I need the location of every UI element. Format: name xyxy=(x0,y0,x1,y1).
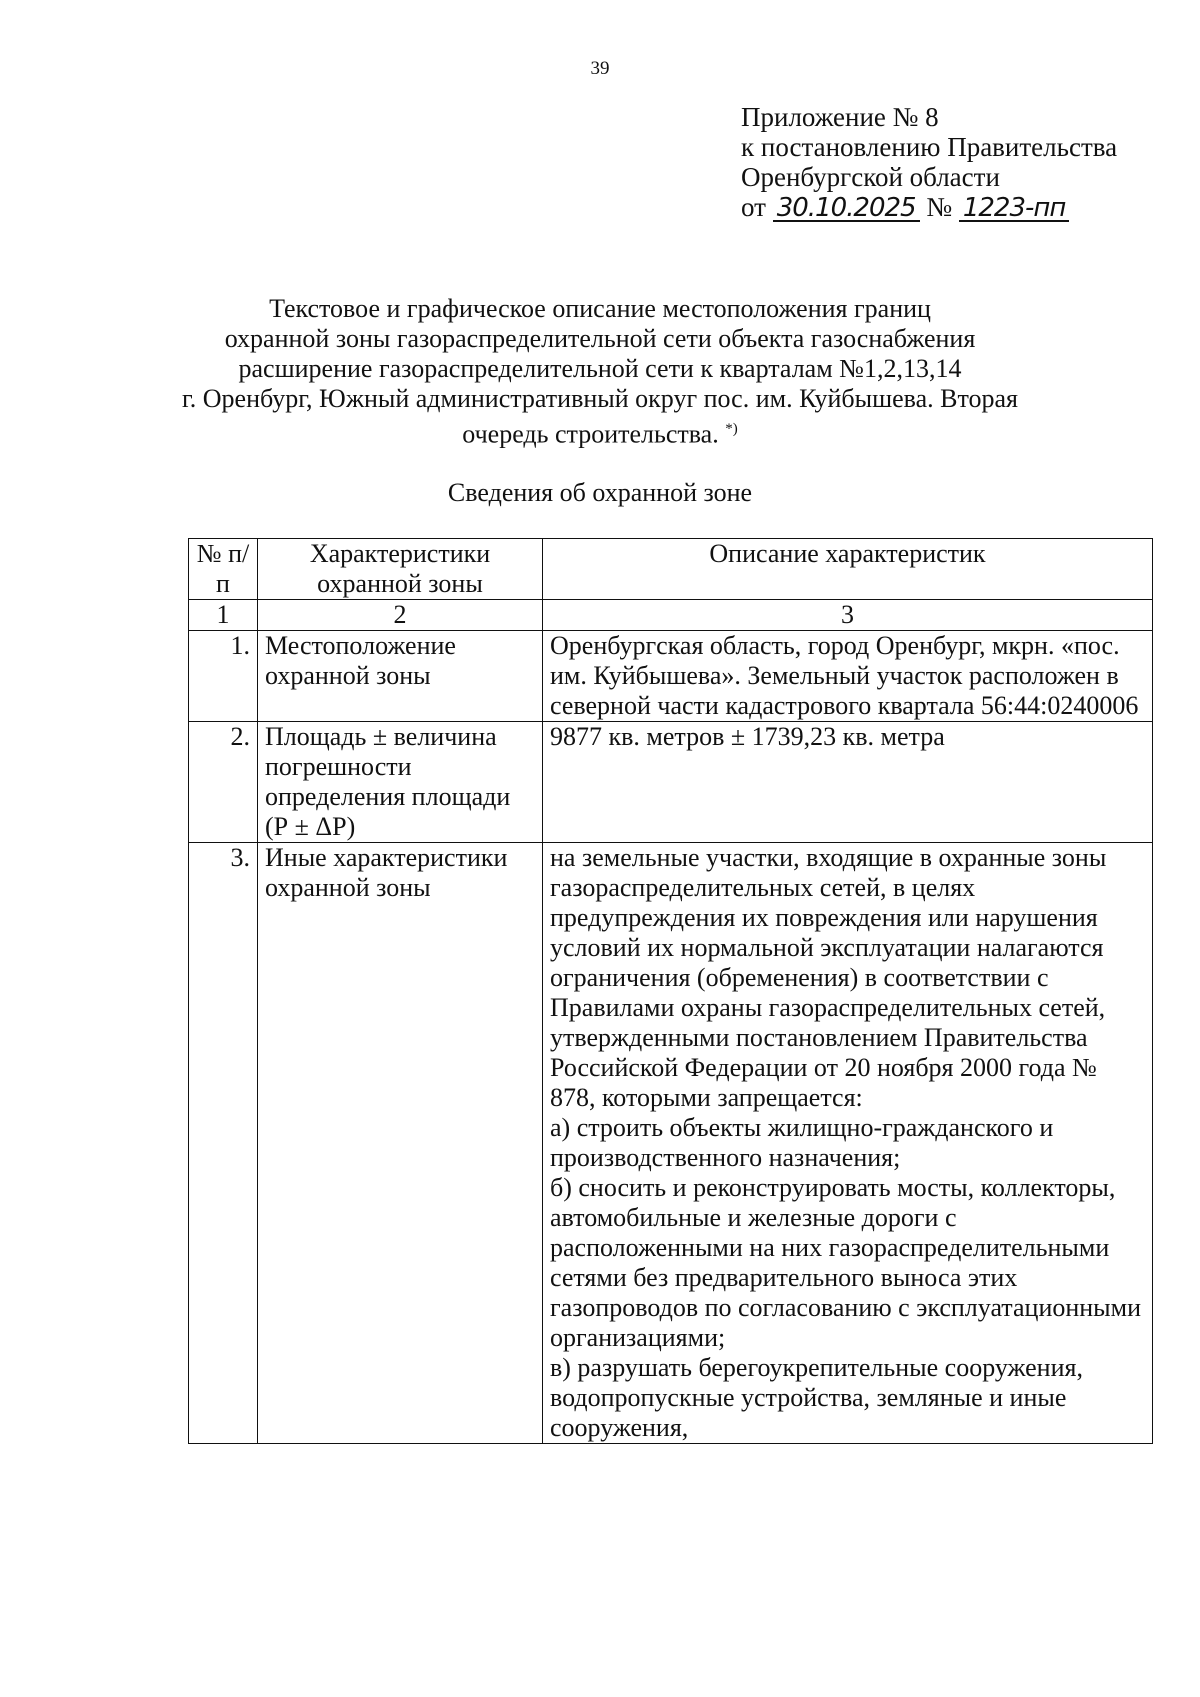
table-row xyxy=(189,843,1153,1444)
title-line-1: Текстовое и графическое описание местоположения границ xyxy=(269,294,931,323)
date-prefix: от xyxy=(741,192,766,222)
row-description xyxy=(543,631,1153,722)
appendix-date-line xyxy=(741,192,1161,222)
table-row xyxy=(189,722,1153,843)
number-prefix: № xyxy=(926,192,953,222)
description-paragraph: на земельные участки, входящие в охранные зоны газораспределительных сетей, в целях предупреждения их повреждения или нарушения условий их нормальной эксплуатации налагаются ограничения (обременения) в соответствии с Правилами охраны газораспределительных сетей, утвержденными постановлением Правительства Российской Федерации от 20 ноября 2000 года № 878, которыми запрещается: xyxy=(550,843,1107,1112)
handwritten-date: 30.10.2025 xyxy=(773,196,920,222)
appendix-line-3: Оренбургской области xyxy=(741,162,1000,192)
description-paragraph: Оренбургская область, город Оренбург, мкрн. «пос. им. Куйбышева». Земельный участок расположен в северной части кадастрового квартала 56:44:0240006 xyxy=(550,631,1139,720)
row-description xyxy=(543,722,1153,843)
table-row xyxy=(189,631,1153,722)
column-number-1: 1 xyxy=(189,600,258,631)
column-number-2: 2 xyxy=(258,600,543,631)
document-title xyxy=(170,294,1030,450)
appendix-line-2: к постановлению Правительства xyxy=(741,132,1118,162)
row-characteristic: Иные характеристики охранной зоны xyxy=(258,843,543,1444)
page-number: 39 xyxy=(590,58,610,79)
title-line-4: г. Оренбург, Южный административный округ пос. им. Куйбышева. Вторая xyxy=(182,384,1018,413)
row-number: 3. xyxy=(189,843,258,1444)
section-subtitle: Сведения об охранной зоне xyxy=(447,478,753,507)
appendix-block xyxy=(741,102,1161,222)
header-cell-description: Описание характеристик xyxy=(543,539,1153,600)
title-line-3: расширение газораспределительной сети к кварталам №1,2,13,14 xyxy=(238,354,962,383)
zone-table xyxy=(188,538,1153,1444)
row-characteristic: Местоположение охранной зоны xyxy=(258,631,543,722)
title-line-2: охранной зоны газораспределительной сети объекта газоснабжения xyxy=(224,324,976,353)
table-header-row xyxy=(189,539,1153,600)
title-line-5-text: очередь строительства. xyxy=(462,419,719,449)
row-characteristic: Площадь ± величина погрешности определения площади (Р ± ΔР) xyxy=(258,722,543,843)
column-number-row xyxy=(189,600,1153,631)
header-cell-characteristic: Характеристики охранной зоны xyxy=(258,539,543,600)
header-cell-number: № п/п xyxy=(189,539,258,600)
description-paragraph: 9877 кв. метров ± 1739,23 кв. метра xyxy=(550,722,945,751)
description-item-a: а) строить объекты жилищно-гражданского и производственного назначения; xyxy=(550,1113,1054,1172)
footnote-mark: *) xyxy=(725,421,738,437)
column-number-3: 3 xyxy=(543,600,1153,631)
row-number: 1. xyxy=(189,631,258,722)
description-item-c: в) разрушать берегоукрепительные сооружения, водопропускные устройства, земляные и иные сооружения, xyxy=(550,1353,1083,1442)
description-item-b: б) сносить и реконструировать мосты, коллекторы, автомобильные и железные дороги с расположенными на них газораспределительными сетями без предварительного выноса этих газопроводов по согласованию с эксплуатационными организациями; xyxy=(550,1173,1142,1352)
row-description xyxy=(543,843,1153,1444)
row-number: 2. xyxy=(189,722,258,843)
title-line-5 xyxy=(170,414,1030,450)
handwritten-number: 1223-пп xyxy=(959,196,1070,222)
appendix-title: Приложение № 8 xyxy=(741,102,939,132)
